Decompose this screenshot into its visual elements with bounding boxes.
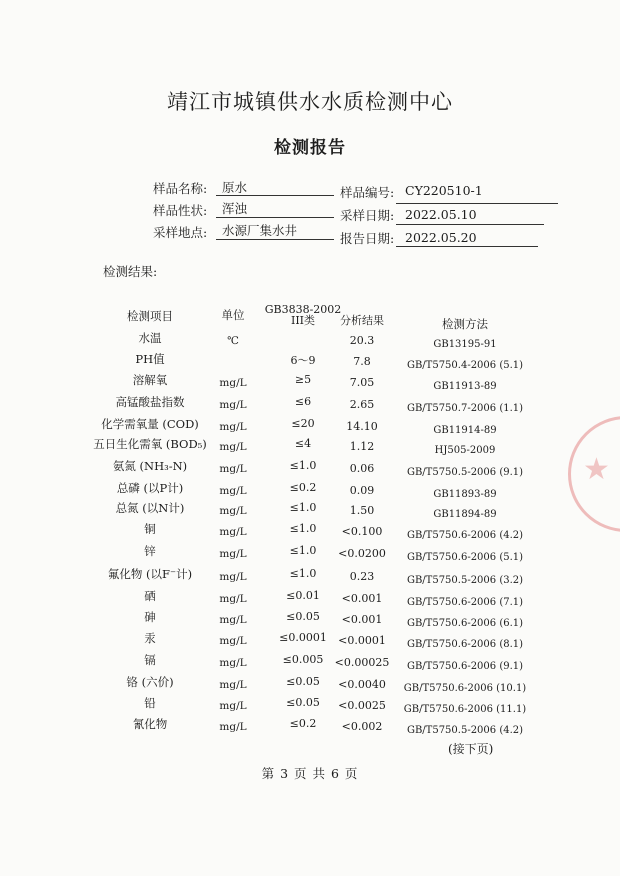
- cell-item: 铬 (六价): [126, 675, 174, 689]
- cell-unit: mg/L: [219, 548, 247, 560]
- cell-unit: mg/L: [219, 485, 247, 497]
- cell-item: 化学需氧量 (COD): [101, 417, 199, 431]
- cell-standard: ≤0.05: [286, 675, 320, 688]
- sample-name-label: 样品名称:: [153, 181, 208, 196]
- report-title: 检测报告: [274, 138, 346, 158]
- cell-result: 0.09: [349, 484, 375, 497]
- cell-method: HJ505-2009: [434, 445, 496, 456]
- cell-standard: ≤4: [294, 437, 312, 450]
- cell-unit: mg/L: [219, 399, 247, 411]
- cell-item: PH值: [135, 352, 165, 366]
- cell-method: GB13195-91: [433, 339, 497, 350]
- cell-result: 20.3: [349, 334, 375, 347]
- cell-method: GB11894-89: [433, 509, 497, 520]
- sample-name-value: 原水: [222, 180, 248, 195]
- cell-method: GB/T5750.7-2006 (1.1): [406, 403, 524, 414]
- cell-method: GB/T5750.6-2006 (6.1): [406, 618, 524, 629]
- cell-result: <0.0200: [338, 547, 386, 560]
- stamp-star-icon: ★: [583, 452, 610, 487]
- sample-id-value: CY220510-1: [405, 183, 483, 198]
- cell-unit: mg/L: [219, 505, 247, 517]
- cell-standard: ≤0.2: [289, 481, 317, 494]
- cell-unit: mg/L: [219, 421, 247, 433]
- cell-result: <0.001: [341, 592, 383, 605]
- sample-location-underline: [216, 239, 334, 240]
- cell-item: 水温: [138, 331, 162, 345]
- report-date-underline: [396, 246, 538, 247]
- cell-unit: mg/L: [219, 657, 247, 669]
- cell-result: <0.001: [341, 613, 383, 626]
- cell-method: GB/T5750.6-2006 (10.1): [403, 683, 527, 694]
- sample-id-label: 样品编号:: [340, 185, 395, 200]
- cell-standard: ≤20: [291, 417, 315, 430]
- cell-item: 高锰酸盐指数: [115, 395, 185, 409]
- cell-unit: mg/L: [219, 571, 247, 583]
- cell-unit: mg/L: [219, 463, 247, 475]
- cell-unit: mg/L: [219, 526, 247, 538]
- cell-standard: ≤6: [294, 395, 312, 408]
- sample-nature-value: 浑浊: [222, 201, 248, 216]
- cell-unit: mg/L: [219, 441, 247, 453]
- sample-date-label: 采样日期:: [340, 208, 395, 223]
- cell-item: 氟化物 (以F⁻计): [107, 567, 193, 581]
- report-date-label: 报告日期:: [340, 231, 395, 246]
- cell-standard: ≤1.0: [289, 459, 317, 472]
- cell-unit: mg/L: [219, 377, 247, 389]
- cell-result: 1.12: [349, 440, 375, 453]
- cell-result: 7.8: [353, 355, 371, 368]
- cell-standard: ≤0.2: [289, 717, 317, 730]
- header-method: 检测方法: [442, 317, 488, 331]
- cell-result: <0.0040: [338, 678, 386, 691]
- cell-result: <0.100: [341, 525, 383, 538]
- cell-method: GB/T5750.6-2006 (5.1): [406, 552, 524, 563]
- sample-nature-underline: [216, 217, 334, 218]
- cell-method: GB/T5750.5-2006 (3.2): [406, 575, 524, 586]
- cell-result: <0.0025: [338, 699, 386, 712]
- report-date-value: 2022.05.20: [405, 230, 477, 245]
- organization-title: 靖江市城镇供水水质检测中心: [167, 90, 453, 114]
- cell-method: GB11913-89: [433, 381, 497, 392]
- cell-item: 硒: [144, 589, 156, 603]
- cell-item: 砷: [144, 610, 156, 624]
- cell-method: GB/T5750.5-2006 (9.1): [406, 467, 524, 478]
- sample-date-value: 2022.05.10: [405, 207, 477, 222]
- cell-standard: ≤1.0: [289, 544, 317, 557]
- cell-item: 总磷 (以P计): [116, 481, 184, 495]
- cell-result: 14.10: [346, 420, 378, 433]
- cell-standard: ≥5: [294, 373, 312, 386]
- cell-standard: ≤0.005: [282, 653, 324, 666]
- sample-location-label: 采样地点:: [153, 225, 208, 240]
- cell-standard: ≤0.05: [286, 610, 320, 623]
- continue-note: (接下页): [448, 742, 494, 756]
- cell-unit: mg/L: [219, 679, 247, 691]
- header-unit: 单位: [221, 308, 245, 322]
- cell-method: GB11914-89: [433, 425, 497, 436]
- cell-item: 锌: [144, 544, 156, 558]
- cell-unit: mg/L: [219, 593, 247, 605]
- cell-result: 0.06: [349, 462, 375, 475]
- cell-result: <0.002: [341, 720, 383, 733]
- results-label: 检测结果:: [103, 264, 158, 279]
- cell-standard: ≤1.0: [289, 522, 317, 535]
- cell-item: 溶解氧: [132, 373, 168, 387]
- cell-unit: ℃: [227, 335, 239, 347]
- sample-nature-label: 样品性状:: [153, 203, 208, 218]
- cell-unit: mg/L: [219, 721, 247, 733]
- cell-item: 铅: [144, 696, 156, 710]
- cell-result: 1.50: [349, 504, 375, 517]
- cell-item: 汞: [144, 631, 156, 645]
- cell-method: GB/T5750.6-2006 (9.1): [406, 661, 524, 672]
- cell-method: GB/T5750.6-2006 (4.2): [406, 530, 524, 541]
- cell-standard: ≤1.0: [289, 501, 317, 514]
- cell-method: GB/T5750.5-2006 (4.2): [406, 725, 524, 736]
- sample-name-underline: [216, 195, 334, 196]
- cell-method: GB/T5750.4-2006 (5.1): [406, 360, 524, 371]
- cell-method: GB/T5750.6-2006 (8.1): [406, 639, 524, 650]
- cell-standard: ≤0.0001: [279, 631, 327, 644]
- sample-location-value: 水源厂集水井: [222, 223, 298, 238]
- cell-method: GB11893-89: [433, 489, 497, 500]
- header-item: 检测项目: [127, 309, 173, 323]
- cell-item: 五日生化需氧 (BOD₅): [93, 437, 207, 451]
- cell-item: 总氮 (以N计): [115, 501, 185, 515]
- cell-result: 7.05: [349, 376, 375, 389]
- cell-standard: ≤0.01: [286, 589, 320, 602]
- sample-id-underline: [396, 203, 558, 204]
- cell-item: 氨氮 (NH₃-N): [112, 459, 188, 473]
- header-standard-line1: GB3838-2002: [264, 303, 342, 316]
- header-standard-line2: III类: [290, 314, 316, 327]
- cell-standard: ≤1.0: [289, 567, 317, 580]
- cell-item: 镉: [144, 653, 156, 667]
- cell-standard: 6～9: [290, 354, 316, 367]
- sample-date-underline: [396, 224, 544, 225]
- cell-method: GB/T5750.6-2006 (7.1): [406, 597, 524, 608]
- cell-unit: mg/L: [219, 635, 247, 647]
- page-footer: 第 3 页 共 6 页: [261, 766, 359, 781]
- cell-result: <0.0001: [338, 634, 386, 647]
- cell-item: 铜: [144, 522, 156, 536]
- cell-unit: mg/L: [219, 700, 247, 712]
- cell-result: 2.65: [349, 398, 375, 411]
- cell-result: 0.23: [349, 570, 375, 583]
- cell-method: GB/T5750.6-2006 (11.1): [403, 704, 527, 715]
- cell-result: <0.00025: [334, 656, 390, 669]
- cell-item: 氰化物: [132, 717, 168, 731]
- header-result: 分析结果: [340, 314, 384, 327]
- cell-standard: ≤0.05: [286, 696, 320, 709]
- cell-unit: mg/L: [219, 614, 247, 626]
